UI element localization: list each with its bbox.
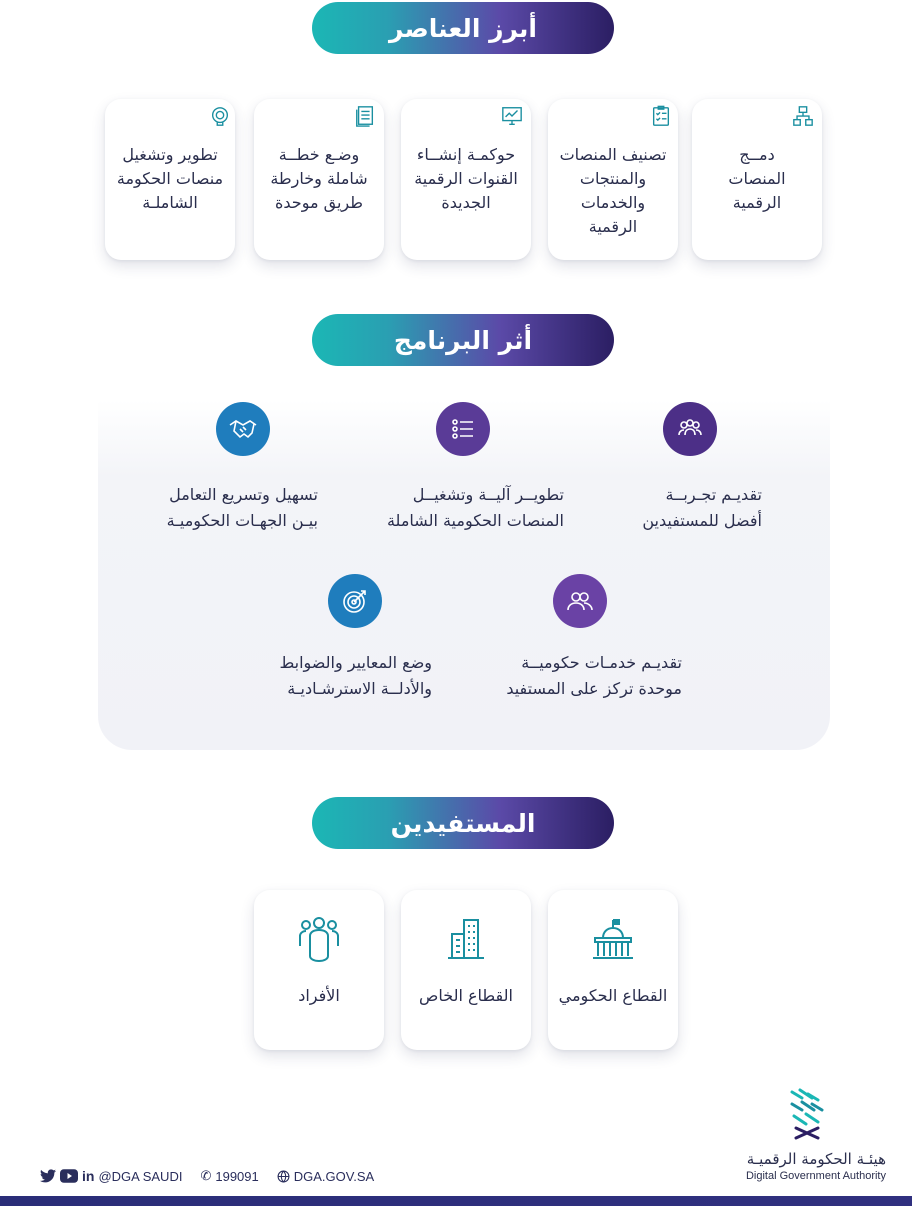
impact-text: تطويــر آليــة وتشغيــل المنصات الحكومية الشاملة: [386, 485, 564, 530]
dga-logo-icon: [786, 1088, 828, 1144]
list-icon: [436, 402, 490, 456]
monitor-chart-icon: [501, 105, 523, 127]
phone-icon: ✆: [200, 1168, 212, 1183]
highlight-card: [254, 99, 384, 260]
office-building-icon: [442, 916, 490, 964]
impact-title: أثر البرنامج: [312, 314, 614, 366]
logo-arabic-name: هيئـة الحكومة الرقميـة: [746, 1150, 886, 1168]
government-building-icon: [589, 916, 637, 964]
beneficiary-card: [401, 890, 531, 1050]
highlight-text: دمــج المنصات الرقمية: [728, 145, 786, 212]
phone-number: 199091: [215, 1168, 259, 1184]
beneficiary-label: الأفراد: [298, 986, 340, 1005]
social-handle: @DGA SAUDI: [98, 1168, 183, 1184]
network-icon: [792, 105, 814, 127]
individuals-icon: [295, 916, 343, 964]
impact-text: تقديـم تجـربــة أفضل للمستفيدين: [642, 485, 762, 530]
footer-contacts: [40, 1166, 374, 1186]
highlight-card: [105, 99, 235, 260]
highlights-title: أبرز العناصر: [312, 2, 614, 54]
beneficiaries-title: المستفيدين: [312, 797, 614, 849]
logo-english-name: Digital Government Authority: [745, 1170, 886, 1182]
highlight-text: حوكمـة إنشــاء القنوات الرقمية الجديدة: [414, 145, 518, 212]
highlight-card: [401, 99, 531, 260]
highlight-text: تطوير وتشغيل منصات الحكومة الشاملـة: [116, 145, 224, 212]
handshake-icon: [216, 402, 270, 456]
people-group-icon: [663, 402, 717, 456]
users-icon: [553, 574, 607, 628]
impact-text: وضع المعايير والضوابط والأدلــة الاسترشـاديـة: [279, 653, 432, 698]
highlight-text: تصنيف المنصات والمنتجات والخدمات الرقمية: [559, 145, 667, 236]
beneficiary-label: القطاع الحكومي: [558, 986, 668, 1005]
beneficiary-label: القطاع الخاص: [419, 986, 513, 1005]
gear-lightbulb-icon: [209, 105, 231, 127]
highlight-text: وضـع خطــة شاملة وخارطة طريق موحدة: [270, 145, 368, 212]
highlight-card: [548, 99, 678, 260]
highlight-card: [692, 99, 822, 260]
clipboard-checklist-icon: [650, 105, 672, 127]
impact-text: تقديـم خدمـات حكوميــة موحدة تركز على المستفيد: [506, 653, 682, 698]
twitter-icon[interactable]: [40, 1169, 56, 1183]
bottom-bar: [0, 1196, 912, 1206]
beneficiary-card: [548, 890, 678, 1050]
linkedin-icon[interactable]: in: [82, 1168, 95, 1184]
target-icon: [328, 574, 382, 628]
document-icon: [354, 105, 376, 127]
youtube-icon[interactable]: [60, 1169, 78, 1183]
globe-icon: [277, 1170, 290, 1183]
beneficiary-card: [254, 890, 384, 1050]
impact-text: تسهيل وتسريع التعامل بيـن الجهـات الحكوميـة: [166, 485, 318, 530]
website-link[interactable]: DGA.GOV.SA: [293, 1168, 375, 1184]
